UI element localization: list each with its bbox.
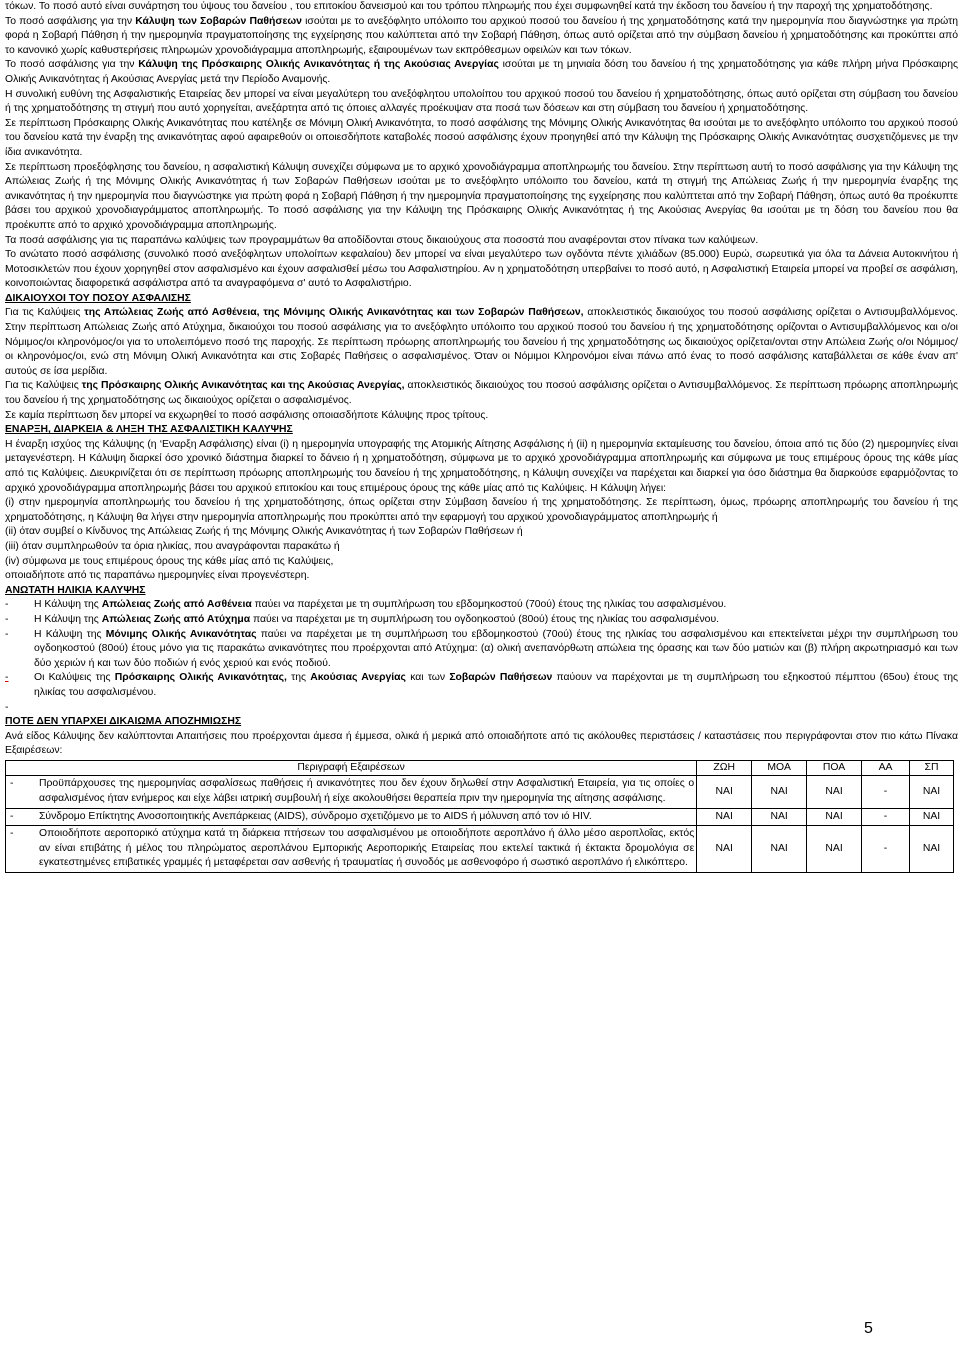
- table-cell-description: - Προϋπάρχουσες της ημερομηνίας ασφαλίσεως παθήσεις ή ανικανότητες που δεν έχουν δηλωθεί στην Ασφαλιστική Εταιρεία, για τις οποίες ο ασφαλισμένος ήταν ενήμερος και είχε λάβει ιατρική συμβουλή ή είχε ακολουθήσει θεραπεία πριν την ημερομηνία της αίτησης ασφάλισης.: [6, 776, 697, 808]
- list-item: [5, 701, 958, 716]
- column-header: ΜΟΑ: [752, 760, 807, 776]
- section-heading-beneficiaries: ΔΙΚΑΙΟΥΧΟΙ ΤΟΥ ΠΟΣΟΥ ΑΣΦΑΛΙΣΗΣ: [5, 292, 191, 304]
- list-dash: -: [10, 828, 14, 840]
- paragraph-temporary-disability-amount: Το ποσό ασφάλισης για την Κάλυψη της Πρόσκαιρης Ολικής Ανικανότητας ή της Ακούσιας Ανεργίας ισούται με τη μηνιαία δόση του δανείου ή της χρηματοδότησης για κάθε πλήρη μήνα Πρόσκαιρης Ολικής Ανικανότητας ή Ακούσιας Ανεργίας μετά την Περίοδο Αναμονής.: [5, 59, 958, 85]
- list-item: - Η Κάλυψη της Απώλειας Ζωής από Ατύχημα παύει να παρέχεται με τη συμπλήρωση του ογδοηκοστού (80ού) έτους της ηλικίας του ασφαλισμένου.: [5, 613, 958, 628]
- table-row: [6, 808, 954, 826]
- paragraph: τόκων. Το ποσό αυτό είναι συνάρτηση του ύψους του δανείου , του επιτοκίου δανεισμού και του τρόπου πληρωμής που έχει συμφωνηθεί κατά την έκδοση του δανείου ή την παροχή της χρηματοδότησης.: [5, 1, 933, 12]
- page-number: 5: [864, 1320, 873, 1337]
- table-cell: -: [862, 776, 910, 808]
- column-header: ΖΩΗ: [697, 760, 752, 776]
- list-dash: -: [5, 613, 9, 625]
- table-cell: ΝΑΙ: [697, 826, 752, 873]
- list-dash: -: [10, 810, 14, 822]
- column-header: ΣΠ: [910, 760, 954, 776]
- table-cell: ΝΑΙ: [807, 808, 862, 826]
- list-item: (iii) όταν συμπληρωθούν τα όρια ηλικίας, που αναγράφονται παρακάτω ή: [5, 540, 340, 552]
- paragraph: Σε περίπτωση Πρόσκαιρης Ολικής Ανικανότητας που κατέληξε σε Μόνιμη Ολική Ανικανότητα, το ποσό ασφάλισης της Μόνιμης Ολικής Ανικανότητας θα ισούται με το ανεξόφλητο υπόλοιπο του αρχικού ποσού του δανείου κατά την έναρξη της ανικανότητας αφού αφαιρεθούν οι οποιεσδήποτε καταβολές ποσού ασφάλισης έχουν προηγηθεί από την Κάλυψη της Πρόσκαιρης Ολικής Ανικανότητας συσχετιζόμενες με την ίδια ανικανότητα.: [5, 117, 958, 158]
- list-item: - Η Κάλυψη της Απώλειας Ζωής από Ασθένεια παύει να παρέχεται με τη συμπλήρωση του εβδομηκοστού (70ού) έτους της ηλικίας του ασφαλισμένου.: [5, 598, 958, 613]
- section-heading-coverage-period: ΕΝΑΡΞΗ, ΔΙΑΡΚΕΙΑ & ΛΗΞΗ ΤΗΣ ΑΣΦΑΛΙΣΤΙΚΗ ΚΑΛΥΨΗΣ: [5, 424, 293, 436]
- table-cell-description: - Οποιοδήποτε αεροπορικό ατύχημα κατά τη διάρκεια πτήσεων του ασφαλισμένου με οποιοδήποτε αεροπλάνο ή άλλο μέσο αεροπλοΐας, εκτός αν είναι επιβάτης ή μέλος του πληρώματος αεροπλάνου Εμπορικής Αεροπορικής Εταιρείας που εκτελεί τακτικά ή έκτακτα δρομολόγια σε εγκατεστημένες επιβατικές γραμμές ή μεταφέρεται σαν ασθενής ή τραυματίας ή συνοδός με ασθενοφόρο ή σωστικό αεροπλάνο ή ελικόπτερο.: [6, 826, 697, 873]
- table-cell: -: [862, 826, 910, 873]
- list-dash: -: [5, 599, 9, 611]
- list-item: (i) στην ημερομηνία αποπληρωμής του δανείου ή της χρηματοδότησης, όπως ορίζεται στην Σύμβαση δανείου ή της χρηματοδότησης. Σε περίπτωση, όμως, πρόωρης αποπληρωμής του δανείου ή της χρηματοδότησης, η Κάλυψη θα λήγει στην ημερομηνία αποπληρωμής που προκύπτει από την εφαρμογή του αρχικού χρονοδιαγράμματος αποπληρωμής ή: [5, 497, 958, 523]
- column-header: Περιγραφή Εξαιρέσεων: [6, 760, 697, 776]
- paragraph: Ανά είδος Κάλυψης δεν καλύπτονται Απαιτήσεις που προέρχονται άμεσα ή έμμεσα, ολικά ή μερικά από οποιαδήποτε από τις ακόλουθες περιστάσεις / καταστάσεις που περιγράφονται στον πιο κάτω Πίνακα Εξαιρέσεων:: [5, 730, 958, 757]
- paragraph-beneficiaries-disability: Για τις Καλύψεις της Πρόσκαιρης Ολικής Ανικανότητας και της Ακούσιας Ανεργίας, αποκλειστικός δικαιούχος του ποσού ασφάλισης ορίζεται ο Αντισυμβαλλόμενος. Σε περίπτωση πρόωρης αποπληρωμής του δανείου ή της χρηματοδότησης ως δικαιούχος ορίζεται ο ασφαλισμένος.: [5, 380, 958, 407]
- table-cell: ΝΑΙ: [697, 808, 752, 826]
- table-row: [6, 826, 954, 873]
- column-header: ΑΑ: [862, 760, 910, 776]
- paragraph: Σε περίπτωση προεξόφλησης του δανείου, η ασφαλιστική Κάλυψη συνεχίζει σύμφωνα με το αρχικό χρονοδιάγραμμα αποπληρωμής του δανείου. Στην περίπτωση αυτή το ποσό ασφάλισης για την Κάλυψη της Απώλειας Ζωής ή της Μόνιμης Ολικής Ανικανότητας ή των Σοβαρών Παθήσεων ισούται με το ανεξόφλητο υπόλοιπο του δανείου, κατά τη στιγμή της Απώλειας Ζωής ή την ημερομηνία έναρξης της ανικανότητας ή την ημερομηνία που διαγνώστηκε για πρώτη φορά η Σοβαρή Πάθηση ή την ημερομηνία πραγματοποίησης της εγχείρησης που καλύπτεται από την Σοβαρή Πάθηση, όπως αυτό θα προέκυπτε βάσει του αρχικού χρονοδιαγράμματος αποπληρωμής. Το ποσό ασφάλισης για την Κάλυψη της Πρόσκαιρης Ολικής Ανικανότητας ή της Ακούσιας Ανεργίας θα ισούται με τη δόση του δανείου που θα προέκυπτε από το αρχικό χρονοδιάγραμμα αποπληρωμής.: [5, 161, 958, 231]
- table-cell: ΝΑΙ: [807, 776, 862, 808]
- paragraph: Η έναρξη ισχύος της Κάλυψης (η ‘Εναρξη Ασφάλισης) είναι (i) η ημερομηνία υπογραφής της Ατομικής Αίτησης Ασφάλισης ή (ii) η ημερομηνία εκταμίευσης του δανείου, όποια από τις δύο (2) ημερομηνίες είναι μεταγενέστερη. Η Κάλυψη διαρκεί όσο χρονικό διάστημα διαρκεί το δάνειο ή η χρηματοδότηση, σύμφωνα με το αρχικό χρονοδιάγραμμα αποπληρωμής και σύμφωνα με τους επιμέρους όρους της κάθε μίας από τις Καλύψεις. Διευκρινίζεται ότι σε περίπτωση πρόωρης αποπληρωμής του δανείου ή της χρηματοδότησης, η Κάλυψη συνεχίζει να παρέχεται και διαρκεί για όσο διάστημα θα διαρκούσε εφαρμόζοντας το αρχικό χρονοδιάγραμμα αποπληρωμής βάσει του αρχικού επιτοκίου και τους επιμέρους όρους της κάθε μίας από τις Καλύψεις. Η Κάλυψη λήγει:: [5, 438, 958, 494]
- paragraph: Η συνολική ευθύνη της Ασφαλιστικής Εταιρείας δεν μπορεί να είναι μεγαλύτερη του ανεξόφλητου υπολοίπου του αρχικού ποσού του δανείου ή χρηματοδότησης, όπως αυτό ορίζεται στη σύμβαση του δανείου ή της χρηματοδότησης τη στιγμή που αυτό χορηγείται, ανεξάρτητα από τις όποιες αλλαγές προέκυψαν στα ποσά των δόσεων και στη σύμβαση του δανείου ή χρηματοδότησης.: [5, 88, 958, 115]
- column-header: ΠΟΑ: [807, 760, 862, 776]
- paragraph: Σε καμία περίπτωση δεν μπορεί να εκχωρηθεί το ποσό ασφάλισης οποιασδήποτε Κάλυψης προς τρίτους.: [5, 409, 489, 421]
- paragraph-critical-illness-amount: Το ποσό ασφάλισης για την Κάλυψη των Σοβαρών Παθήσεων ισούται με το ανεξόφλητο υπόλοιπο του αρχικού ποσού του δανείου ή της χρηματοδότησης κατά την ημερομηνία που διαγνώστηκε για πρώτη φορά η Σοβαρή Πάθηση ή την ημερομηνία πραγματοποίησης της εγχείρησης που καλύπτεται από την Σοβαρή Πάθηση, όπως αυτό ορίζεται από την σύμβαση δανείου ή χρηματοδότησης και προκύπτει από το κανονικό χωρίς καθυστερήσεις πληρωμών χρονοδιάγραμμα αποπληρωμής, εξαιρουμένων των εκπρόθεσμων οφειλών και των τόκων.: [5, 15, 958, 56]
- paragraph: οποιαδήποτε από τις παραπάνω ημερομηνίες είναι προγενέστερη.: [5, 570, 310, 582]
- list-dash: -: [10, 778, 14, 790]
- list-item: (iv) σύμφωνα με τους επιμέρους όρους της κάθε μίας από τις Καλύψεις,: [5, 555, 334, 567]
- table-cell: ΝΑΙ: [752, 776, 807, 808]
- table-cell: ΝΑΙ: [910, 776, 954, 808]
- table-cell: ΝΑΙ: [910, 826, 954, 873]
- document-page: [5, 0, 958, 873]
- list-item: (ii) όταν συμβεί ο Κίνδυνος της Απώλειας Ζωής ή της Μόνιμης Ολικής Ανικανότητας ή των Σοβαρών Παθήσεων ή: [5, 526, 523, 538]
- list-dash: -: [5, 701, 9, 713]
- section-heading-max-age: ΑΝΩΤΑΤΗ ΗΛΙΚΙΑ ΚΑΛΥΨΗΣ: [5, 584, 146, 596]
- exclusions-table: [5, 760, 954, 873]
- table-cell: ΝΑΙ: [697, 776, 752, 808]
- section-heading-exclusions: ΠΟΤΕ ΔΕΝ ΥΠΑΡΧΕΙ ΔΙΚΑΙΩΜΑ ΑΠΟΖΗΜΙΩΣΗΣ: [5, 716, 242, 728]
- paragraph: Το ανώτατο ποσό ασφάλισης (συνολικό ποσό ανεξόφλητων υπολοίπων κεφαλαίου) δεν μπορεί να είναι μεγαλύτερο των ογδόντα πέντε χιλιάδων (85.000) Ευρώ, σωρευτικά για όλα τα Δάνεια Αυτοκινήτου ή Μοτοσικλετών που έχουν χορηγηθεί στον ασφαλισμένο και έχουν ασφαλισθεί μέσω του Ασφαλιστηρίου. Αν η χρηματοδότηση υπερβαίνει το ποσό αυτό, η Ασφαλιστική Εταιρεία μπορεί να προβεί σε ασφάλιση, κοινοποιώντας διαφορετικά ασφάλιστρα από τα αναγραφόμενα σ' αυτό το Ασφαλιστήριο.: [5, 249, 958, 290]
- table-cell: ΝΑΙ: [752, 808, 807, 826]
- list-item: - Η Κάλυψη της Μόνιμης Ολικής Ανικανότητας παύει να παρέχεται με τη συμπλήρωση του εβδομηκοστού (70ού) έτους της ηλικίας του ασφαλισμένου και επεκτείνεται μέχρι την συμπλήρωση του ογδοηκοστού (80ού) έτους μόνο για τις παρακάτω ανικανότητες που προέρχονται από Ατύχημα: (α) ολική ανεπανόρθωτη απώλεια της όρασης και των δύο ματιών και (β) πλήρη ακρωτηριασμό και των δύο χεριών ή και των δύο ποδιών ή ενός χεριού και ενός ποδιού.: [5, 628, 958, 672]
- list-item: - Οι Καλύψεις της Πρόσκαιρης Ολικής Ανικανότητας, της Ακούσιας Ανεργίας και των Σοβαρών Παθήσεων παύουν να παρέχονται με τη συμπλήρωση του εξηκοστού πέμπτου (65ου) έτους της ηλικίας του ασφαλισμένου.: [5, 671, 958, 700]
- table-header-row: [6, 760, 954, 776]
- table-cell: ΝΑΙ: [807, 826, 862, 873]
- list-dash: -: [5, 628, 9, 640]
- table-cell-description: - Σύνδρομο Επίκτητης Ανοσοποιητικής Ανεπάρκειας (AIDS), σύνδρομο σχετιζόμενο με το AIDS ή μόλυνση από τον ιό HIV.: [6, 808, 697, 826]
- table-row: [6, 776, 954, 808]
- table-cell: ΝΑΙ: [910, 808, 954, 826]
- paragraph-beneficiaries-life: Για τις Καλύψεις της Απώλειας Ζωής από Ασθένεια, της Μόνιμης Ολικής Ανικανότητας και των Σοβαρών Παθήσεων, αποκλειστικός δικαιούχος του ποσού ασφάλισης ορίζεται ο Αντισυμβαλλόμενος. Στην περίπτωση Απώλειας Ζωής από Ατύχημα, δικαιούχοι του ποσού ασφάλισης για το ανεξόφλητο υπόλοιπο του αρχικού ποσού του δανείου ή της χρηματοδότησης ορίζονται ο Αντισυμβαλλόμενος και ο/οι Νόμιμος/οι κληρονόμος/οι για το υπολειπόμενο ποσό της παροχής. Σε περίπτωση πρόωρης αποπληρωμής του δανείου ή της χρηματοδότησης ως δικαιούχος ορίζεται/ονται στην Απώλεια Ζωής ο/οι Νόμιμος/οι κληρονόμος/οι, ενώ στη Μόνιμη Ολική Ανικανότητα και στις Σοβαρές Παθήσεις ο ασφαλισμένος. Όταν οι Νόμιμοι Κληρονόμοι είναι πάνω από ένας το ποσό ασφάλισης καταβάλλεται σε κάθε έναν απ' αυτούς σε ίσα μερίδια.: [5, 307, 958, 377]
- paragraph: Τα ποσά ασφάλισης για τις παραπάνω καλύψεις των προγραμμάτων θα αποδίδονται στους δικαιούχους στα ποσοστά που αναφέρονται στον πίνακα των καλύψεων.: [5, 234, 759, 246]
- list-dash: -: [5, 672, 9, 684]
- table-cell: -: [862, 808, 910, 826]
- table-cell: ΝΑΙ: [752, 826, 807, 873]
